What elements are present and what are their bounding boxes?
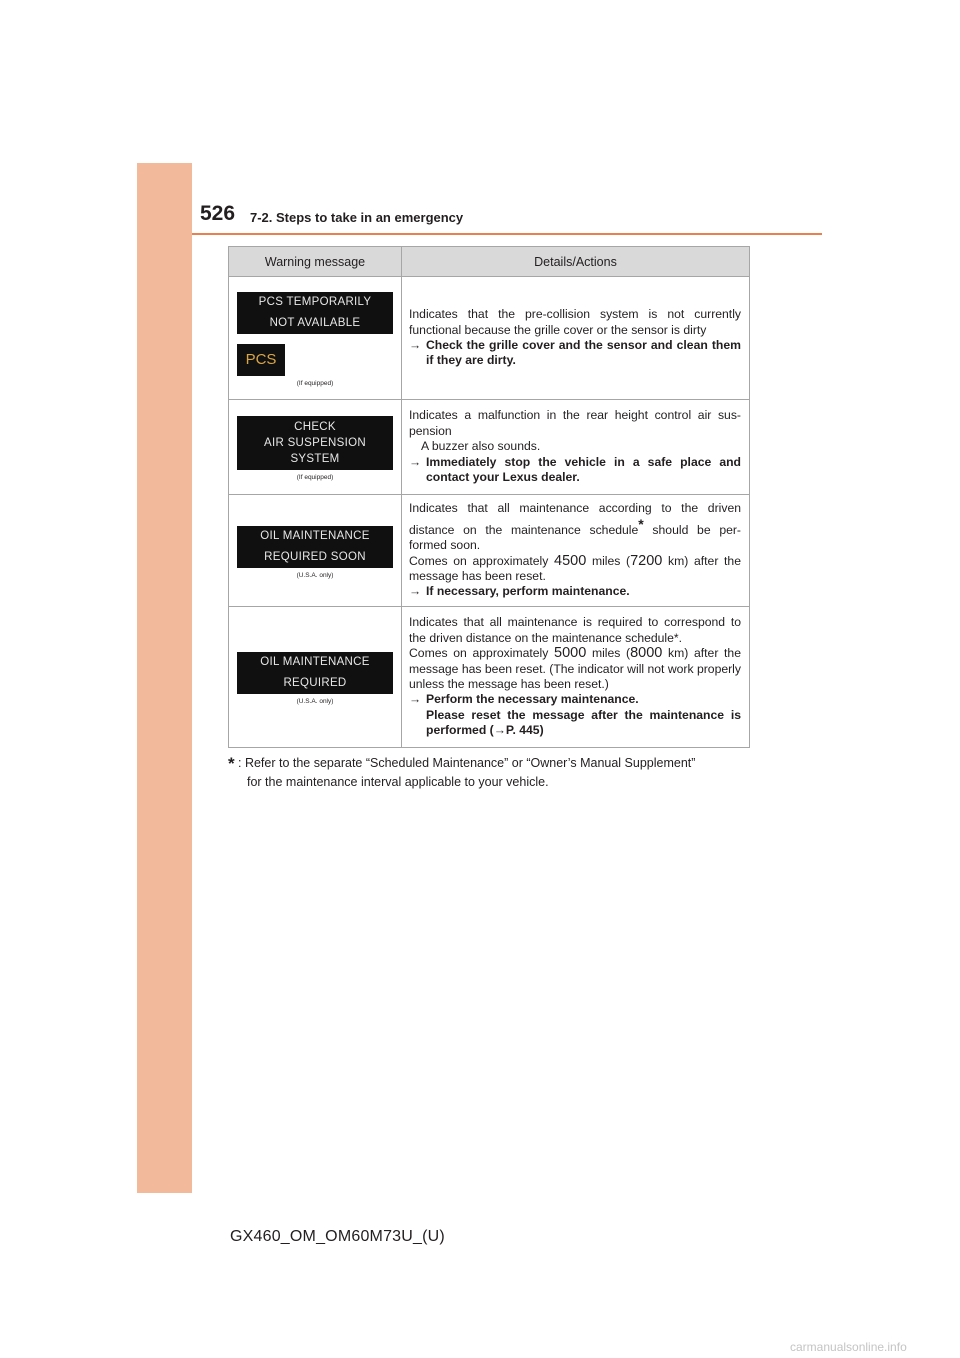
description-text: Indicates that all maintenance is required to correspond to the driven distance on the maintenance schedule*. — [409, 615, 741, 645]
interval-post: km) after the message has been reset. — [409, 553, 741, 583]
details-cell — [402, 495, 750, 607]
condition-note: (If equipped) — [296, 474, 334, 481]
action-line — [409, 692, 741, 707]
action-line — [409, 455, 741, 486]
action-text: Perform the necessary maintenance. — [426, 692, 639, 707]
arrow-icon: → — [409, 584, 422, 599]
arrow-icon: → — [409, 338, 422, 352]
details-cell — [402, 400, 750, 495]
section-title: 7-2. Steps to take in an emergency — [250, 210, 464, 225]
footnote-text-continued: for the maintenance interval applicable to your vehicle. — [247, 775, 549, 789]
interval-post: km) after the message has been reset. (The indicator will not work properly unless the message has been reset.) — [409, 646, 741, 691]
warning-display-cell — [229, 607, 402, 748]
interval-miles: 5000 — [554, 645, 587, 662]
display-line: REQUIRED — [283, 677, 347, 689]
footnote — [228, 754, 750, 792]
action-reset-text: Please reset the message after the maintenance is performed ( — [426, 707, 741, 738]
action-text: Immediately stop the vehicle in a safe place and contact your Lexus dealer. — [426, 454, 741, 485]
details-cell — [402, 607, 750, 748]
interval-mid: miles ( — [586, 553, 631, 568]
warning-message-table — [228, 246, 750, 748]
action-text: If necessary, perform maintenance. — [426, 584, 630, 599]
action-text: Check the grille cover and the sensor and clean them if they are dirty. — [426, 338, 741, 368]
interval-km: 8000 — [630, 645, 663, 662]
display-line: OIL MAINTENANCE — [260, 529, 370, 542]
page-reference-link[interactable]: P. 445) — [505, 723, 544, 738]
pcs-warning-light-icon: PCS — [237, 344, 285, 376]
interval-text — [409, 554, 741, 585]
table-row — [229, 277, 750, 400]
display-line: CHECK — [294, 421, 336, 433]
action-continuation — [409, 708, 741, 739]
interval-text — [409, 646, 741, 692]
sub-note: A buzzer also sounds. — [421, 439, 541, 454]
display-line: OIL MAINTENANCE — [260, 656, 370, 668]
pcs-temporarily-unavailable-display — [237, 292, 393, 334]
interval-miles: 4500 — [554, 552, 587, 569]
page-number: 526 — [200, 202, 236, 225]
table-row — [229, 495, 750, 607]
description-end: should be per-formed soon. — [409, 522, 741, 553]
footnote-star: * — [228, 754, 235, 773]
footnote-line — [228, 754, 750, 773]
description-text: Indicates that the pre-collision system is not currently functional because the grille cover or the sensor is dirty — [409, 307, 741, 337]
interval-pre: Comes on approximately — [409, 646, 555, 661]
display-line: SYSTEM — [290, 453, 340, 465]
header-rule — [192, 233, 822, 235]
action-line — [409, 338, 741, 369]
display-line: REQUIRED SOON — [264, 550, 366, 563]
warning-display-cell — [229, 400, 402, 495]
condition-note: (U.S.A. only) — [296, 571, 334, 579]
arrow-icon: → — [409, 454, 422, 469]
description-start: Indicates that all maintenance according to the driven distance on the maintenance schedule — [409, 501, 741, 537]
watermark: carmanualsonline.info — [790, 1340, 907, 1354]
warning-display-cell — [229, 277, 402, 400]
table-row — [229, 607, 750, 748]
table-header-row — [229, 247, 750, 277]
condition-note: (U.S.A. only) — [296, 698, 334, 705]
oil-maintenance-required-soon-display — [237, 526, 393, 568]
arrow-icon: → — [409, 692, 422, 707]
arrow-icon: → — [493, 723, 506, 738]
footnote-text: : Refer to the separate “Scheduled Maintenance” or “Owner’s Manual Supplement” — [238, 756, 696, 770]
interval-mid: miles ( — [586, 646, 631, 661]
interval-km: 7200 — [630, 552, 663, 569]
document-id: GX460_OM_OM60M73U_(U) — [230, 1228, 445, 1245]
footnote-star: * — [638, 515, 644, 532]
display-line: NOT AVAILABLE — [269, 317, 361, 329]
warning-display-cell — [229, 495, 402, 607]
oil-maintenance-required-display — [237, 652, 393, 694]
condition-note: (If equipped) — [296, 380, 334, 387]
interval-pre: Comes on approximately — [409, 553, 555, 568]
display-line: PCS TEMPORARILY — [258, 296, 372, 308]
description-text: Indicates a malfunction in the rear height control air sus-pension — [409, 408, 741, 438]
column-header-details-actions: Details/Actions — [402, 247, 750, 277]
display-line: AIR SUSPENSION — [264, 437, 366, 449]
check-air-suspension-display — [237, 416, 393, 470]
column-header-warning-message: Warning message — [229, 247, 402, 277]
details-cell — [402, 277, 750, 400]
table-row — [229, 400, 750, 495]
description-text — [409, 501, 741, 553]
section-tab-bar — [137, 163, 192, 1193]
action-line — [409, 584, 741, 599]
